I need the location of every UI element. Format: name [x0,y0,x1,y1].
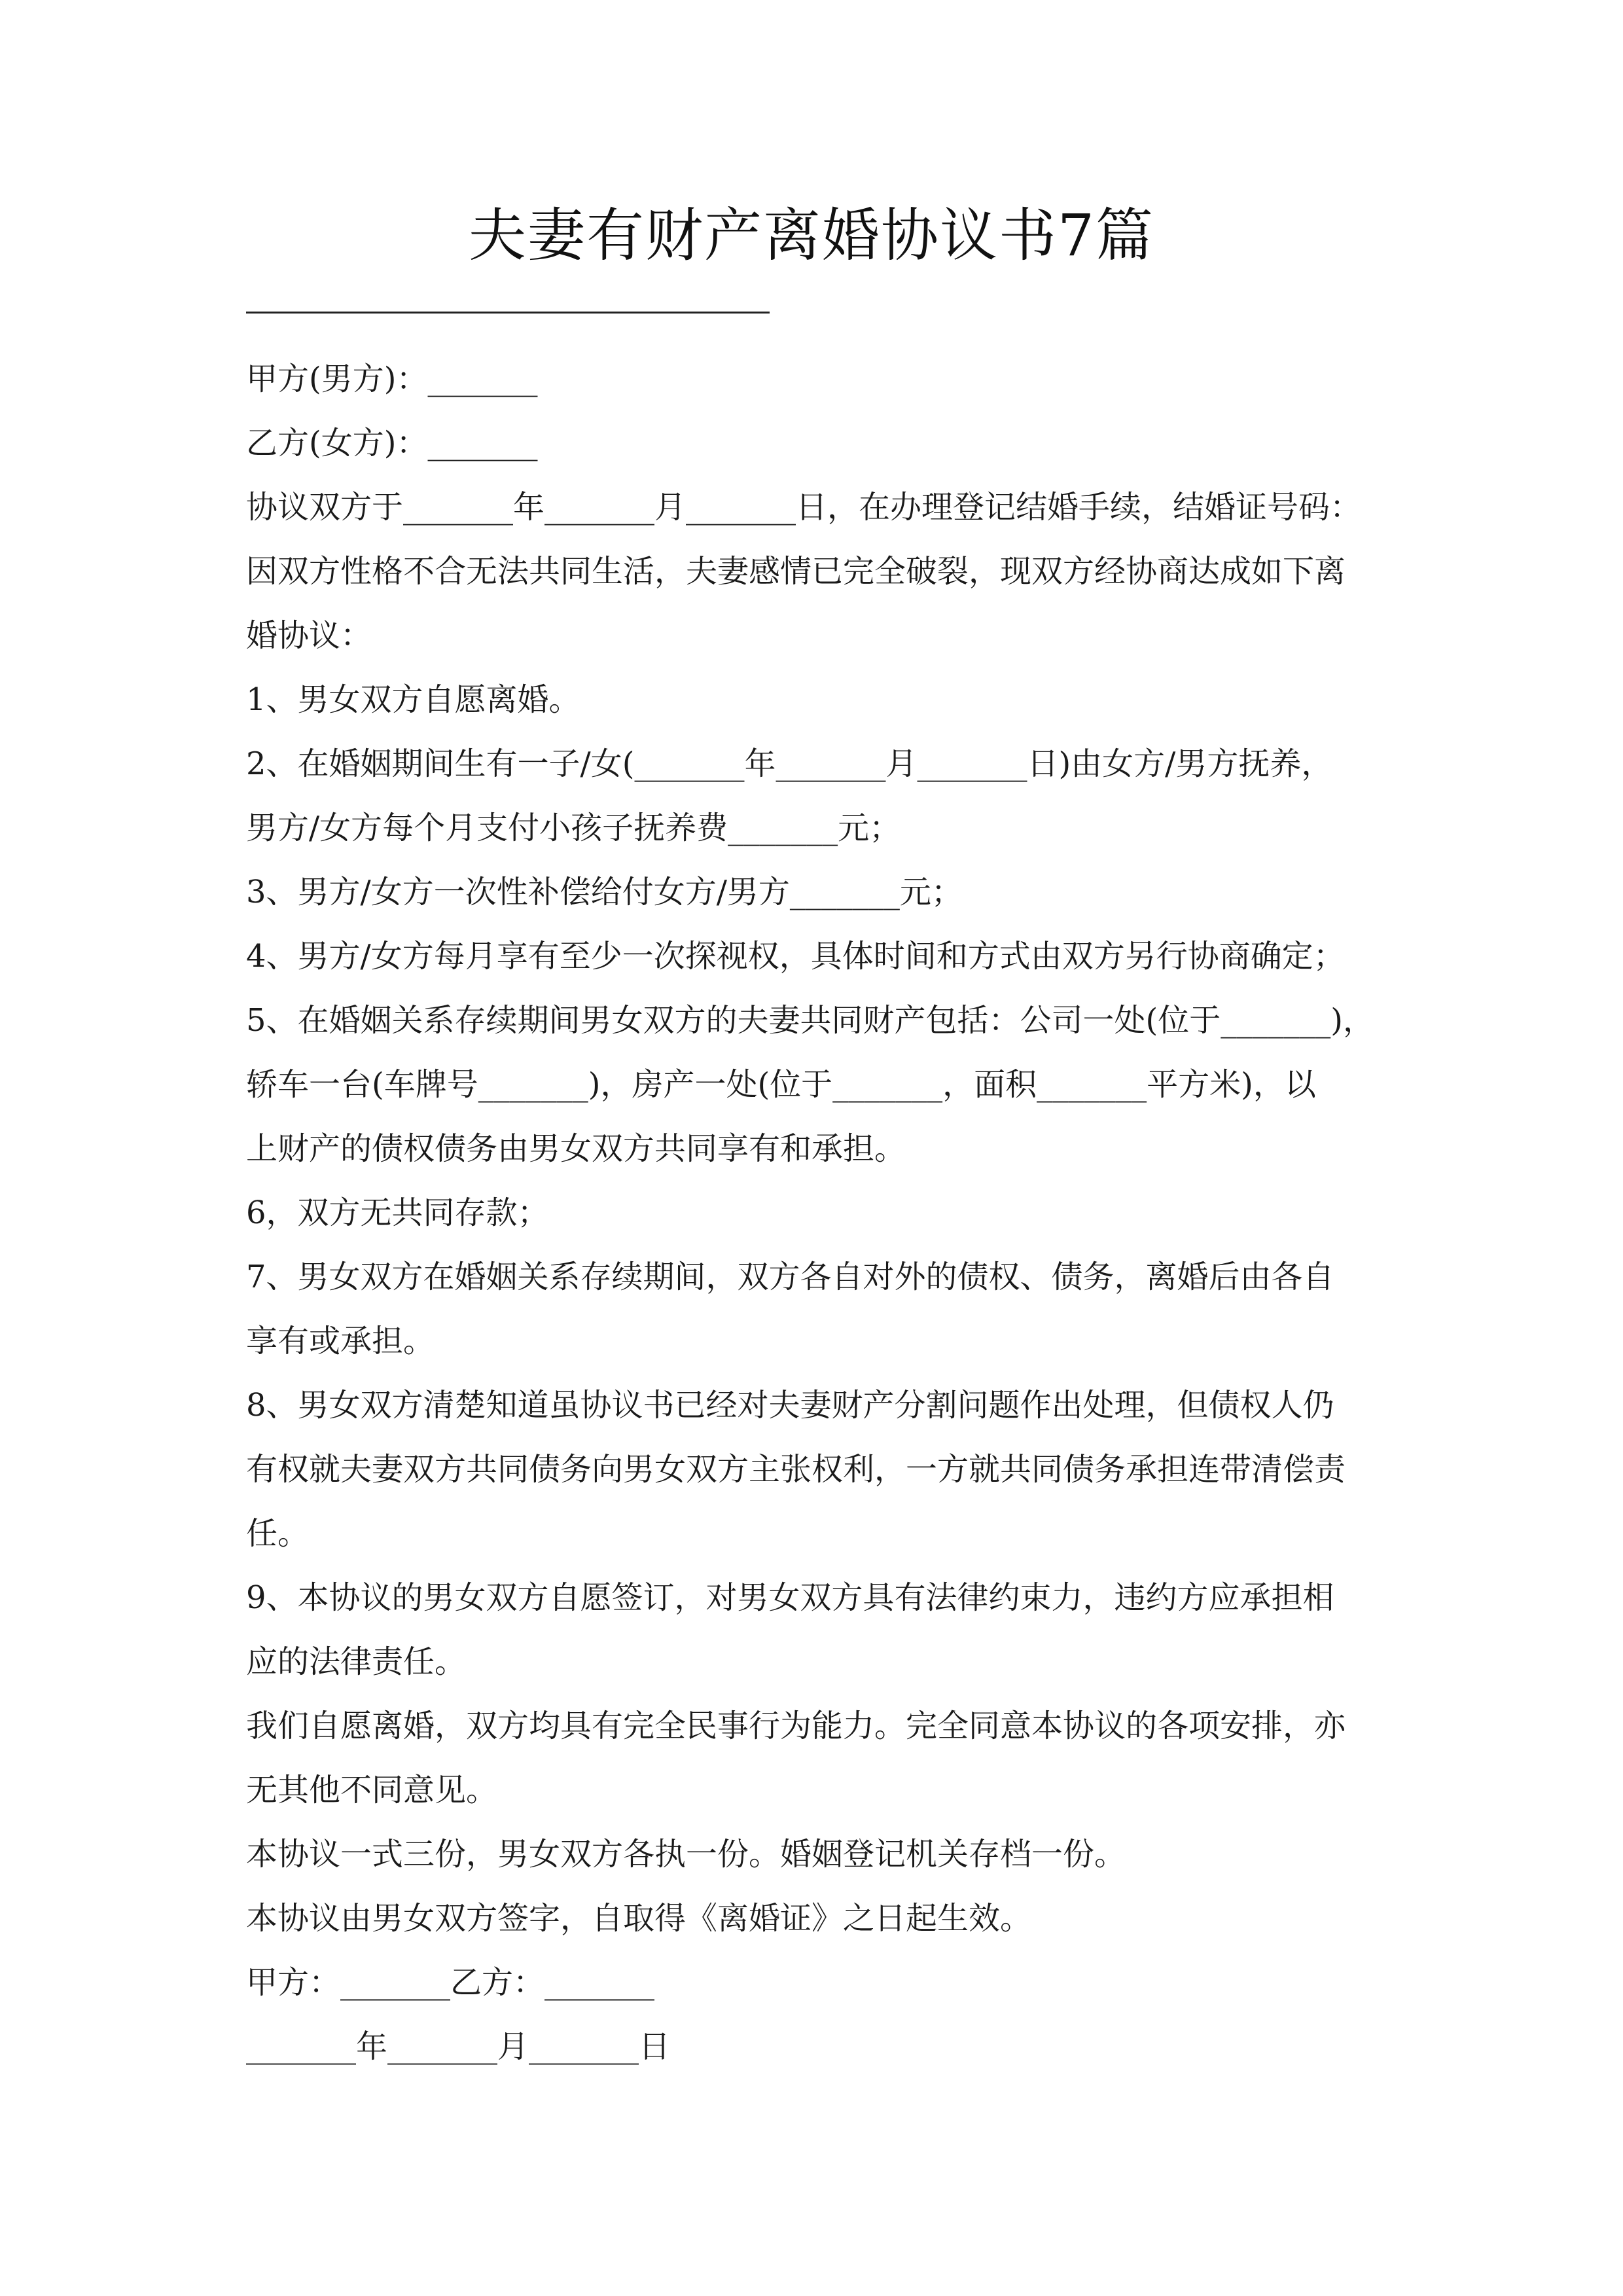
statement-line: 我们自愿离婚，双方均具有完全民事行为能力。完全同意本协议的各项安排，亦 [246,1708,1346,1744]
clause-4: 4、男方/女方每月享有至少一次探视权，具体时间和方式由双方另行协商确定； [246,938,1345,975]
clause-9-cont: 应的法律责任。 [246,1643,467,1680]
clause-7: 7、男女双方在婚姻关系存续期间，双方各自对外的债权、债务，离婚后由各自 [246,1259,1334,1295]
clause-9: 9、本协议的男女双方自愿签订，对男女双方具有法律约束力，违约方应承担相 [246,1579,1334,1616]
statement-line: 无其他不同意见。 [246,1772,498,1808]
clause-6: 6，双方无共同存款； [246,1194,549,1231]
clause-5-cont: 轿车一台(车牌号_______)，房产一处(位于_______，面积_______平方米)，以 [246,1066,1316,1103]
clause-8: 8、男女双方清楚知道虽协议书已经对夫妻财产分割问题作出处理，但债权人仍 [246,1387,1334,1424]
clause-2: 2、在婚姻期间生有一子/女(_______年_______月_______日)由女方/男方抚养， [246,745,1333,782]
party-b-line: 乙方(女方)：_______ [246,425,538,461]
clause-2-cont: 男方/女方每个月支付小孩子抚养费_______元； [246,810,901,846]
title-divider [246,312,770,314]
clause-8-cont: 任。 [246,1515,310,1552]
copies-line: 本协议一式三份，男女双方各执一份。婚姻登记机关存档一份。 [246,1836,1126,1873]
clause-8-cont: 有权就夫妻双方共同债务向男女双方主张权利，一方就共同债务承担连带清偿责 [246,1451,1346,1488]
clause-1: 1、男女双方自愿离婚。 [246,681,580,718]
party-a-line: 甲方(男方)：_______ [246,361,538,397]
effective-line: 本协议由男女双方签字，自取得《离婚证》之日起生效。 [246,1900,1032,1937]
paragraph-line: 协议双方于_______年_______月_______日，在办理登记结婚手续，结婚证号码： [246,489,1362,526]
paragraph-line: 婚协议： [246,617,372,654]
date-line: _______年_______月_______日 [246,2028,671,2065]
document-title: 夫妻有财产离婚协议书7篇 [469,202,1154,269]
clause-7-cont: 享有或承担。 [246,1323,435,1359]
clause-3: 3、男方/女方一次性补偿给付女方/男方_______元； [246,874,963,910]
document-body [246,347,1424,2079]
clause-5: 5、在婚姻关系存续期间男女双方的夫妻共同财产包括：公司一处(位于_______)， [246,1002,1374,1039]
signature-line: 甲方：_______乙方：_______ [246,1964,655,2001]
clause-5-cont: 上财产的债权债务由男女双方共同享有和承担。 [246,1130,906,1167]
paragraph-line: 因双方性格不合无法共同生活，夫妻感情已完全破裂，现双方经协商达成如下离 [246,553,1346,590]
